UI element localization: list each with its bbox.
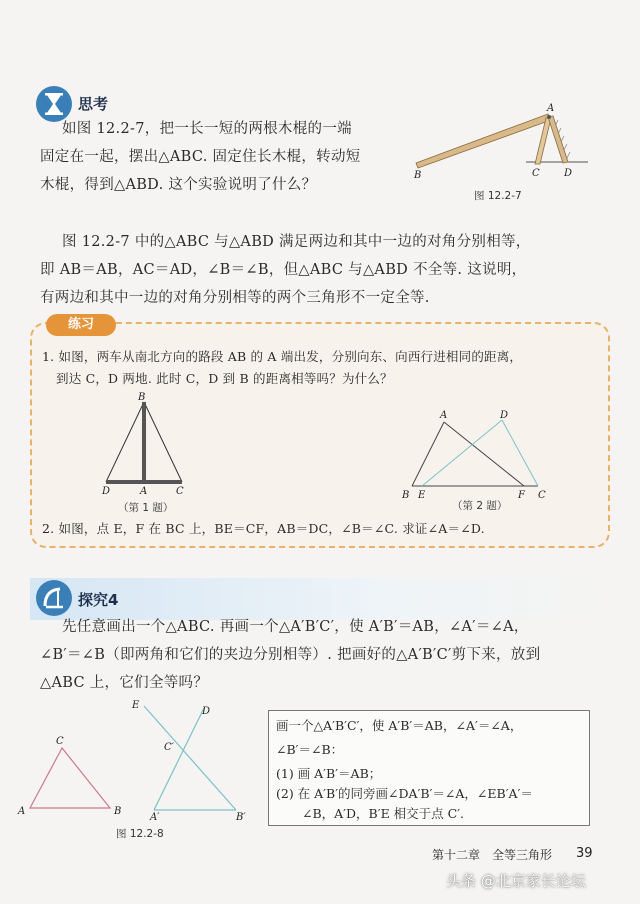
compass-icon [36,580,72,616]
short-stick-ad [548,116,568,163]
think-text-line1: 如图 12.2-7，把一长一短的两根木棍的一端 [62,121,352,137]
fig7-label-c: C [532,168,540,179]
fig8-label-c-prime: C′ [164,742,174,753]
steps-line4: (2) 在 A′B′的同旁画∠DA′B′＝∠A，∠EB′A′＝ [276,786,533,801]
chapter-footer: 第十二章 全等三角形 [432,848,553,862]
exercise-fig2-caption: （第 2 题） [452,500,508,512]
conclusion-line1: 图 12.2-7 中的△ABC 与△ABD 满足两边和其中一边的对角分别相等， [62,234,531,250]
explore-line2: ∠B′＝∠B（即两角和它们的夹边分别相等）. 把画好的△A′B′C′剪下来，放到 [40,647,541,663]
think-text-line2: 固定在一起，摆出△ABC. 固定住长木棍，转动短 [40,149,361,165]
figure-12-2-8 [14,696,260,826]
fig1-label-a: A [140,486,148,497]
explore-icon [36,580,72,616]
fig8-label-b: B [114,806,122,817]
exercise-fig2 [398,408,558,500]
explore-title: 探究4 [78,591,119,609]
ray-b-prime-e [144,706,236,810]
ray-a-prime-d [154,708,204,810]
fig8-label-d: D [202,706,211,717]
triangle-abc [30,748,110,808]
long-stick [416,114,551,168]
fig8-label-a-prime: A′ [150,812,160,823]
fig8-label-e: E [132,700,140,711]
watermark: 头条 @北京家长论坛 [446,872,586,890]
fig2-label-e: E [418,490,426,500]
steps-line3: (1) 画 A′B′＝AB； [276,766,382,781]
fig8-label-b-prime: B′ [236,812,246,823]
fig8-label-c: C [56,736,64,747]
explore-line1: 先任意画出一个△ABC. 再画一个△A′B′C′，使 A′B′＝AB，∠A′＝∠A， [62,619,529,635]
fig2-label-d: D [500,410,509,421]
exercise-fig1-caption: （第 1 题） [118,502,174,514]
think-text-line3: 木棍，得到△ABD. 这个实验说明了什么？ [40,177,317,193]
fig2-label-f: F [518,490,525,500]
page-number: 39 [576,846,593,861]
fig8-label-a: A [18,806,26,817]
fig1-label-c: C [176,486,184,497]
conclusion-line2: 即 AB＝AB，AC＝AD，∠B＝∠B，但△ABC 与△ABD 不全等. 这说明， [40,262,527,278]
exercise-q2: 2. 如图，点 E，F 在 BC 上，BE＝CF，AB＝DC，∠B＝∠C. 求证∠A＝∠D. [42,521,485,536]
fig2-label-c: C [538,490,546,500]
exercise-q1-line2: 到达 C，D 两地. 此时 C，D 到 B 的距离相等吗？为什么？ [56,371,393,386]
conclusion-line3: 有两边和其中一边的对角分别相等的两个三角形不一定全等. [40,290,430,306]
exercise-tab: 练习 [46,314,116,336]
fig1-label-d: D [102,486,111,497]
fig7-label-a: A [547,103,555,114]
fig2-label-a: A [440,410,448,421]
explore-line3: △ABC 上，它们全等吗？ [40,675,209,691]
steps-line2: ∠B′＝∠B： [276,742,344,757]
steps-line1: 画一个△A′B′C′，使 A′B′＝AB，∠A′＝∠A， [276,718,523,733]
fig1-label-b: B [138,392,146,403]
exercise-q1-line1: 1. 如图，两车从南北方向的路段 AB 的 A 端出发，分别向东、向西行进相同的距离， [42,349,523,364]
exercise-fig1 [98,392,194,502]
figure-12-2-7-caption: 图 12.2-7 [474,190,522,202]
figure-12-2-8-caption: 图 12.2-8 [116,828,164,840]
figure-12-2-7 [408,100,598,186]
think-title: 思考 [78,95,109,113]
fig7-label-b: B [414,170,422,181]
steps-line5: ∠B，A′D，B′E 相交于点 C′. [302,806,465,821]
fig7-label-d: D [564,168,573,179]
fig2-label-b: B [402,490,410,500]
